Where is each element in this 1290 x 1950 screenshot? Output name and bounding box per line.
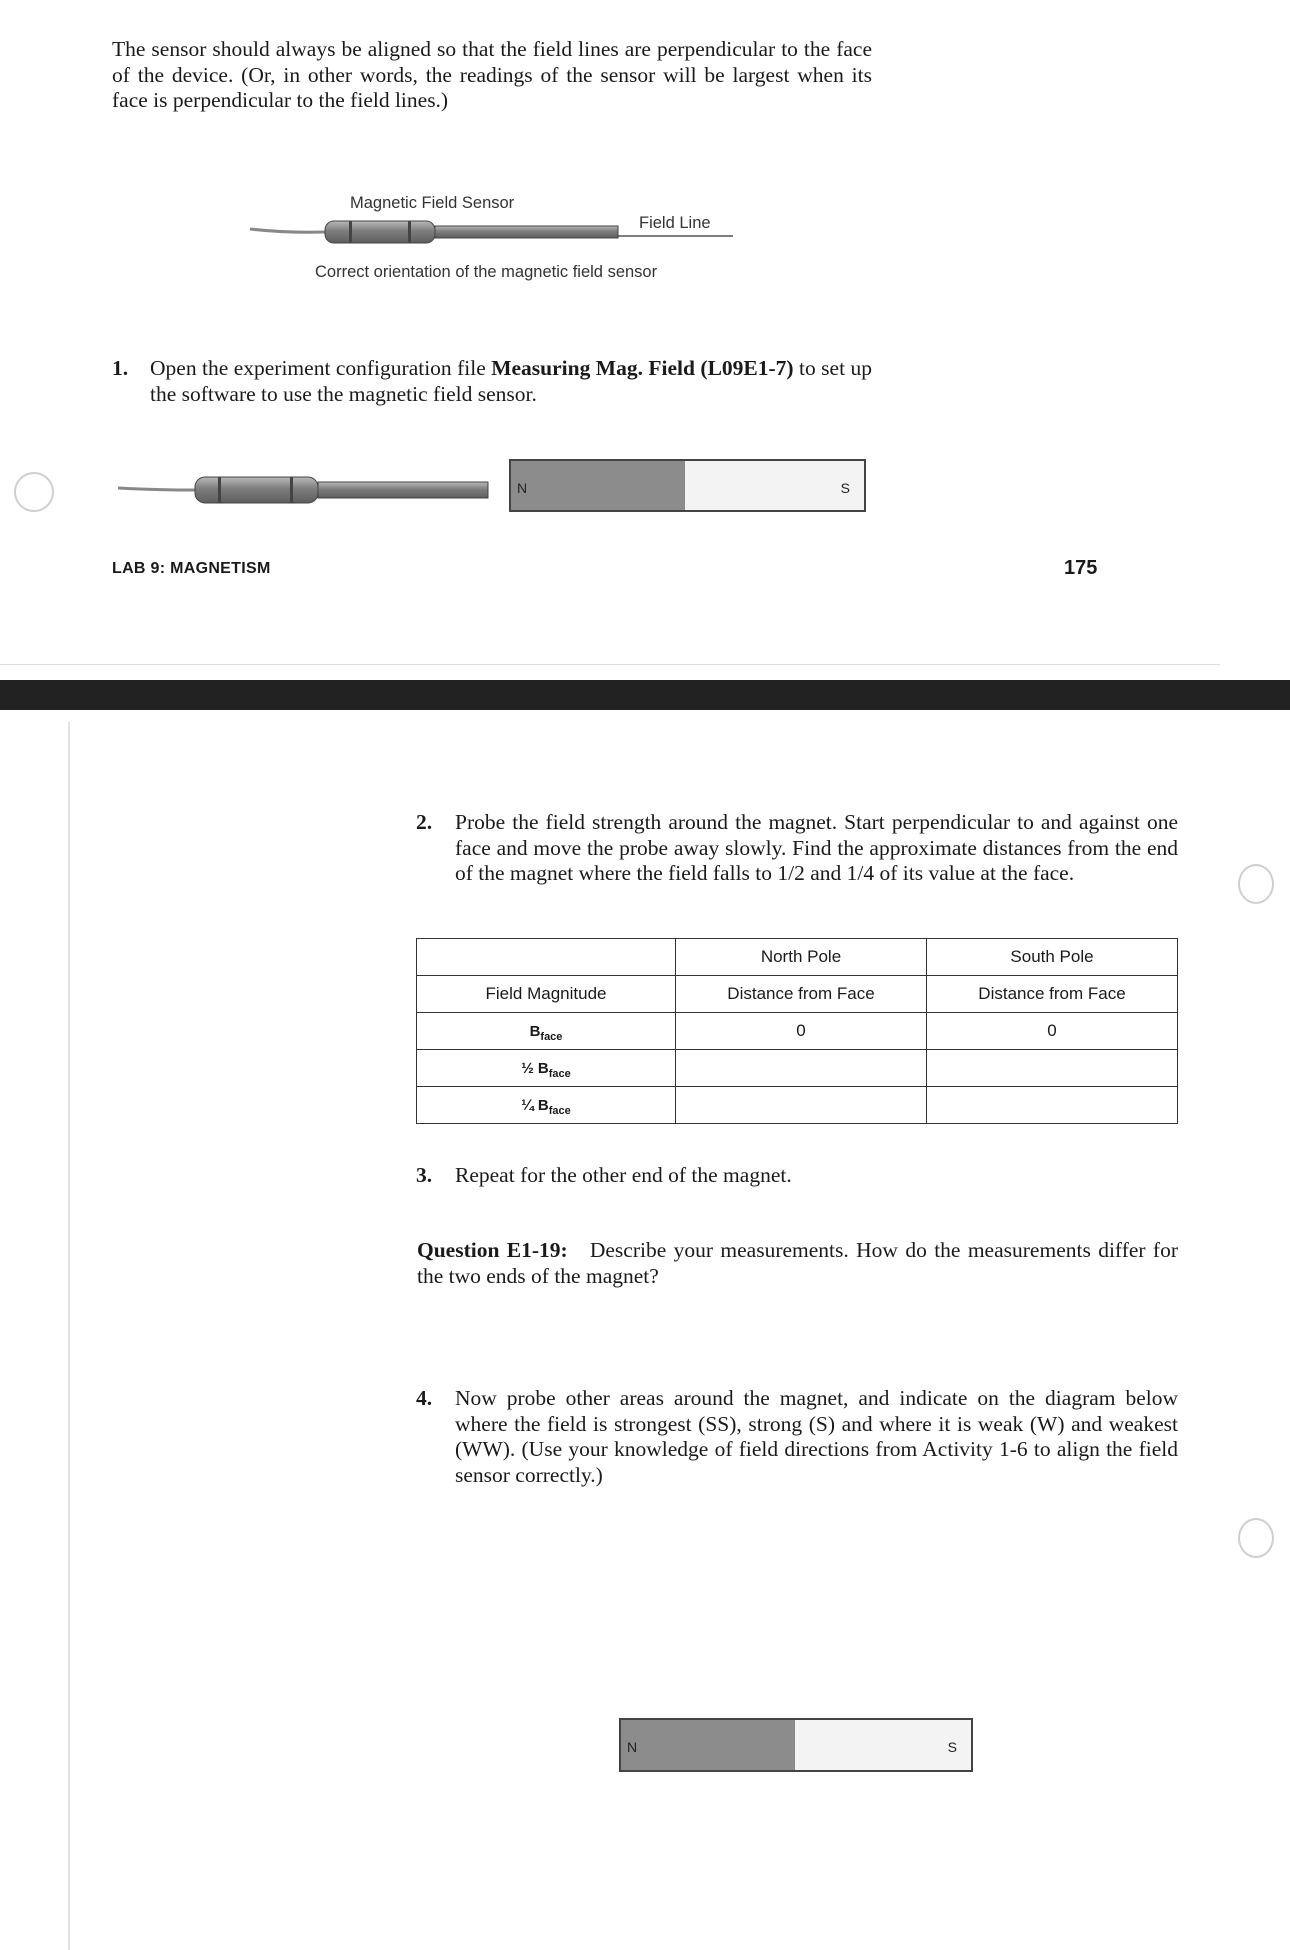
north-distance-cell[interactable] — [676, 1050, 927, 1087]
page-separator-bar — [0, 680, 1290, 710]
bar-magnet-bottom — [619, 1718, 973, 1772]
south-distance-cell[interactable]: 0 — [927, 1013, 1178, 1050]
step-2-number: 2. — [416, 810, 433, 834]
field-magnitude-cell: ¼ $B_{face}$ — [417, 1087, 676, 1124]
sensor-and-magnet-figure — [115, 468, 495, 514]
step-1-text: Open the experiment configuration file Measuring Mag. Field (L09E1-7) to set up the software to use the magnetic field sensor. — [150, 356, 872, 406]
page-margin-line — [68, 722, 70, 1950]
step-4-number: 4. — [416, 1386, 433, 1410]
north-pole: N — [621, 1720, 794, 1770]
sensor-cable — [250, 229, 325, 232]
field-line-label: Field Line — [639, 214, 711, 232]
field-magnitude-cell: $B_{face}$ — [417, 1013, 676, 1050]
table-row — [417, 1013, 1178, 1050]
table-header-distance: Distance from Face — [927, 976, 1178, 1013]
sensor-label: Magnetic Field Sensor — [350, 194, 515, 212]
table-header-row — [417, 939, 1178, 976]
table-header-field-magnitude: Field Magnitude — [417, 976, 676, 1013]
page-divider — [0, 664, 1220, 665]
question-label: Question E1-19: — [417, 1238, 568, 1262]
step-4-text: Now probe other areas around the magnet, and indicate on the diagram below where the field is strongest (SS), strong (S) and where it is weak (W) and weakest (WW). (Use your knowledge of field directions from Activity 1-6 to align the field sensor correctly.) — [455, 1386, 1178, 1487]
binder-hole-icon — [1238, 1518, 1274, 1558]
south-distance-cell[interactable] — [927, 1050, 1178, 1087]
sensor-handle — [325, 221, 435, 243]
north-distance-cell[interactable] — [676, 1087, 927, 1124]
table-cell — [417, 939, 676, 976]
table-header-north: North Pole — [676, 939, 927, 976]
step-3-text: Repeat for the other end of the magnet. — [455, 1163, 792, 1187]
north-distance-cell[interactable]: 0 — [676, 1013, 927, 1050]
question-text: Describe your measurements. How do the measurements differ for the two ends of the magnet? — [417, 1238, 1178, 1288]
intro-paragraph: The sensor should always be aligned so that the field lines are perpendicular to the face of the device. (Or, in other words, the readings of the sensor will be largest when its face is perpendicular to the field lines.) — [112, 37, 872, 112]
footer-lab-title: LAB 9: MAGNETISM — [112, 560, 271, 577]
figure-caption: Correct orientation of the magnetic field sensor — [315, 263, 658, 281]
south-distance-cell[interactable] — [927, 1087, 1178, 1124]
north-pole: N — [511, 461, 684, 510]
binder-hole-icon — [14, 472, 54, 512]
table-header-row — [417, 976, 1178, 1013]
page-number: 175 — [1064, 557, 1098, 579]
bar-magnet-top — [509, 459, 866, 512]
step-1-number: 1. — [112, 356, 129, 380]
step-3-number: 3. — [416, 1163, 433, 1187]
table-row — [417, 1050, 1178, 1087]
config-file-name: Measuring Mag. Field (L09E1-7) — [491, 356, 794, 380]
table-row — [417, 1087, 1178, 1124]
binder-hole-icon — [1238, 864, 1274, 904]
field-magnitude-cell: ½ $B_{face}$ — [417, 1050, 676, 1087]
step-2-text: Probe the field strength around the magnet. Start perpendicular to and against one face and move the probe away slowly. Find the approximate distances from the end of the magnet where the field falls to 1/2 and 1/4 of its value at the face. — [455, 810, 1178, 885]
field-distance-table — [416, 938, 1178, 1124]
sensor-shaft — [435, 226, 618, 238]
south-pole: S — [794, 1720, 971, 1770]
table-header-south: South Pole — [927, 939, 1178, 976]
south-pole: S — [684, 461, 864, 510]
table-header-distance: Distance from Face — [676, 976, 927, 1013]
question-e1-19 — [417, 1238, 1178, 1289]
